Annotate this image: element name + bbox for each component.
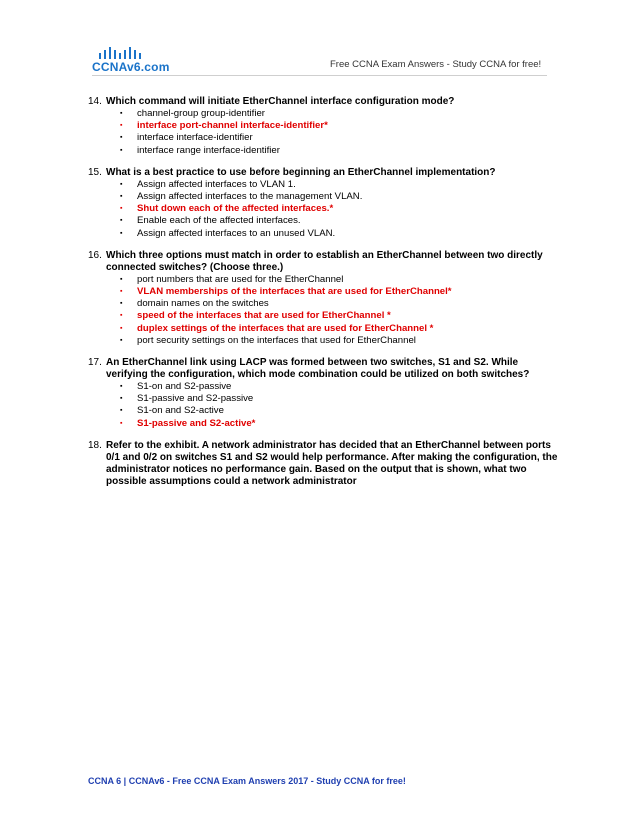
bullet-icon: ▪ xyxy=(120,275,123,283)
answer-option xyxy=(120,405,558,417)
bullet-icon: ▪ xyxy=(120,336,123,344)
answer-text: channel-group group-identifier xyxy=(137,108,265,119)
answer-option xyxy=(120,145,558,157)
bullet-icon: ▪ xyxy=(120,312,123,320)
answer-options xyxy=(106,179,558,240)
question-number: 16. xyxy=(88,249,102,261)
header-tagline: Free CCNA Exam Answers - Study CCNA for free! xyxy=(330,59,542,70)
question-number: 17. xyxy=(88,357,102,369)
question-number: 18. xyxy=(88,439,102,451)
answer-text: S1-passive and S2-passive xyxy=(137,393,254,405)
question-block xyxy=(88,167,558,240)
answer-text: duplex settings of the interfaces that are used for EtherChannel * xyxy=(137,322,434,334)
answer-text: Enable each of the affected interfaces. xyxy=(137,215,301,227)
answer-option xyxy=(120,335,558,347)
question-text: Refer to the exhibit. A network administrator has decided that an EtherChannel between ports 0/1 and 0/2 on switches S1 and S2 would help performance. After making the configuration, the administrator notices no performance gain. Based on the output that is shown, what two possible assumptions could a network administrator xyxy=(106,439,558,487)
question-block xyxy=(88,357,558,430)
logo-text: CCNAv6.com xyxy=(92,60,170,74)
answer-text: port numbers that are used for the EtherChannel xyxy=(137,273,344,285)
answer-text: Assign affected interfaces to an unused VLAN. xyxy=(137,227,336,239)
answer-option-correct xyxy=(120,286,558,298)
question-text: What is a best practice to use before beginning an EtherChannel implementation? xyxy=(106,166,496,178)
bullet-icon: ▪ xyxy=(120,395,123,403)
question-number: 14. xyxy=(88,96,102,107)
answer-text: Shut down each of the affected interfaces.* xyxy=(137,203,334,215)
bullet-icon: ▪ xyxy=(120,217,123,225)
bullet-icon: ▪ xyxy=(120,324,123,332)
answer-option-correct xyxy=(120,203,558,215)
answer-text: VLAN memberships of the interfaces that are used for EtherChannel* xyxy=(137,286,452,298)
answer-option xyxy=(120,191,558,203)
page-header xyxy=(0,0,638,80)
question-text: Which three options must match in order to establish an EtherChannel between two directly connected switches? (Choose three.) xyxy=(106,249,543,273)
answer-text: S1-on and S2-active xyxy=(137,405,224,417)
bullet-icon: ▪ xyxy=(120,134,123,142)
answer-text: port security settings on the interfaces that used for EtherChannel xyxy=(137,334,416,346)
answer-option xyxy=(120,228,558,240)
header-divider xyxy=(92,75,547,76)
question-text: An EtherChannel link using LACP was formed between two switches, S1 and S2. While verifying the configuration, which mode combination could be utilized on both switches? xyxy=(106,357,530,381)
answer-text: Assign affected interfaces to VLAN 1. xyxy=(137,178,296,190)
answer-option xyxy=(120,215,558,227)
answer-option-correct xyxy=(120,323,558,335)
question-block xyxy=(88,96,558,157)
answer-option xyxy=(120,393,558,405)
question-list xyxy=(88,96,558,498)
bullet-icon: ▪ xyxy=(120,300,123,308)
question-block xyxy=(88,440,558,488)
bullet-icon: ▪ xyxy=(120,122,123,130)
answer-option xyxy=(120,108,558,120)
answer-option xyxy=(120,298,558,310)
answer-option-correct xyxy=(120,120,558,132)
answer-text: Assign affected interfaces to the management VLAN. xyxy=(137,191,363,203)
bullet-icon: ▪ xyxy=(120,110,123,117)
answer-text: S1-on and S2-passive xyxy=(137,381,232,393)
answer-option-correct xyxy=(120,310,558,322)
bullet-icon: ▪ xyxy=(120,229,123,237)
bullet-icon: ▪ xyxy=(120,419,123,427)
bullet-icon: ▪ xyxy=(120,407,123,415)
answer-text: interface range interface-identifier xyxy=(137,144,280,156)
answer-options xyxy=(106,108,558,157)
answer-text: domain names on the switches xyxy=(137,298,269,310)
page-footer[interactable]: CCNA 6 | CCNAv6 - Free CCNA Exam Answers 2017 - Study CCNA for free! xyxy=(88,776,406,786)
answer-option-correct xyxy=(120,418,558,430)
answer-options xyxy=(106,274,558,347)
bullet-icon: ▪ xyxy=(120,193,123,201)
question-block xyxy=(88,250,558,347)
answer-text: interface interface-identifier xyxy=(137,132,253,144)
answer-option xyxy=(120,179,558,191)
answer-text: speed of the interfaces that are used for EtherChannel * xyxy=(137,310,391,322)
question-number: 15. xyxy=(88,166,102,178)
answer-text: interface port-channel interface-identifier* xyxy=(137,120,328,132)
answer-options xyxy=(106,381,558,430)
answer-option xyxy=(120,274,558,286)
bullet-icon: ▪ xyxy=(120,180,123,188)
bullet-icon: ▪ xyxy=(120,383,123,391)
bullet-icon: ▪ xyxy=(120,205,123,213)
answer-option xyxy=(120,381,558,393)
question-text: Which command will initiate EtherChannel interface configuration mode? xyxy=(106,96,455,107)
answer-option xyxy=(120,132,558,144)
bullet-icon: ▪ xyxy=(120,288,123,296)
answer-text: S1-passive and S2-active* xyxy=(137,417,256,429)
bullet-icon: ▪ xyxy=(120,146,123,154)
